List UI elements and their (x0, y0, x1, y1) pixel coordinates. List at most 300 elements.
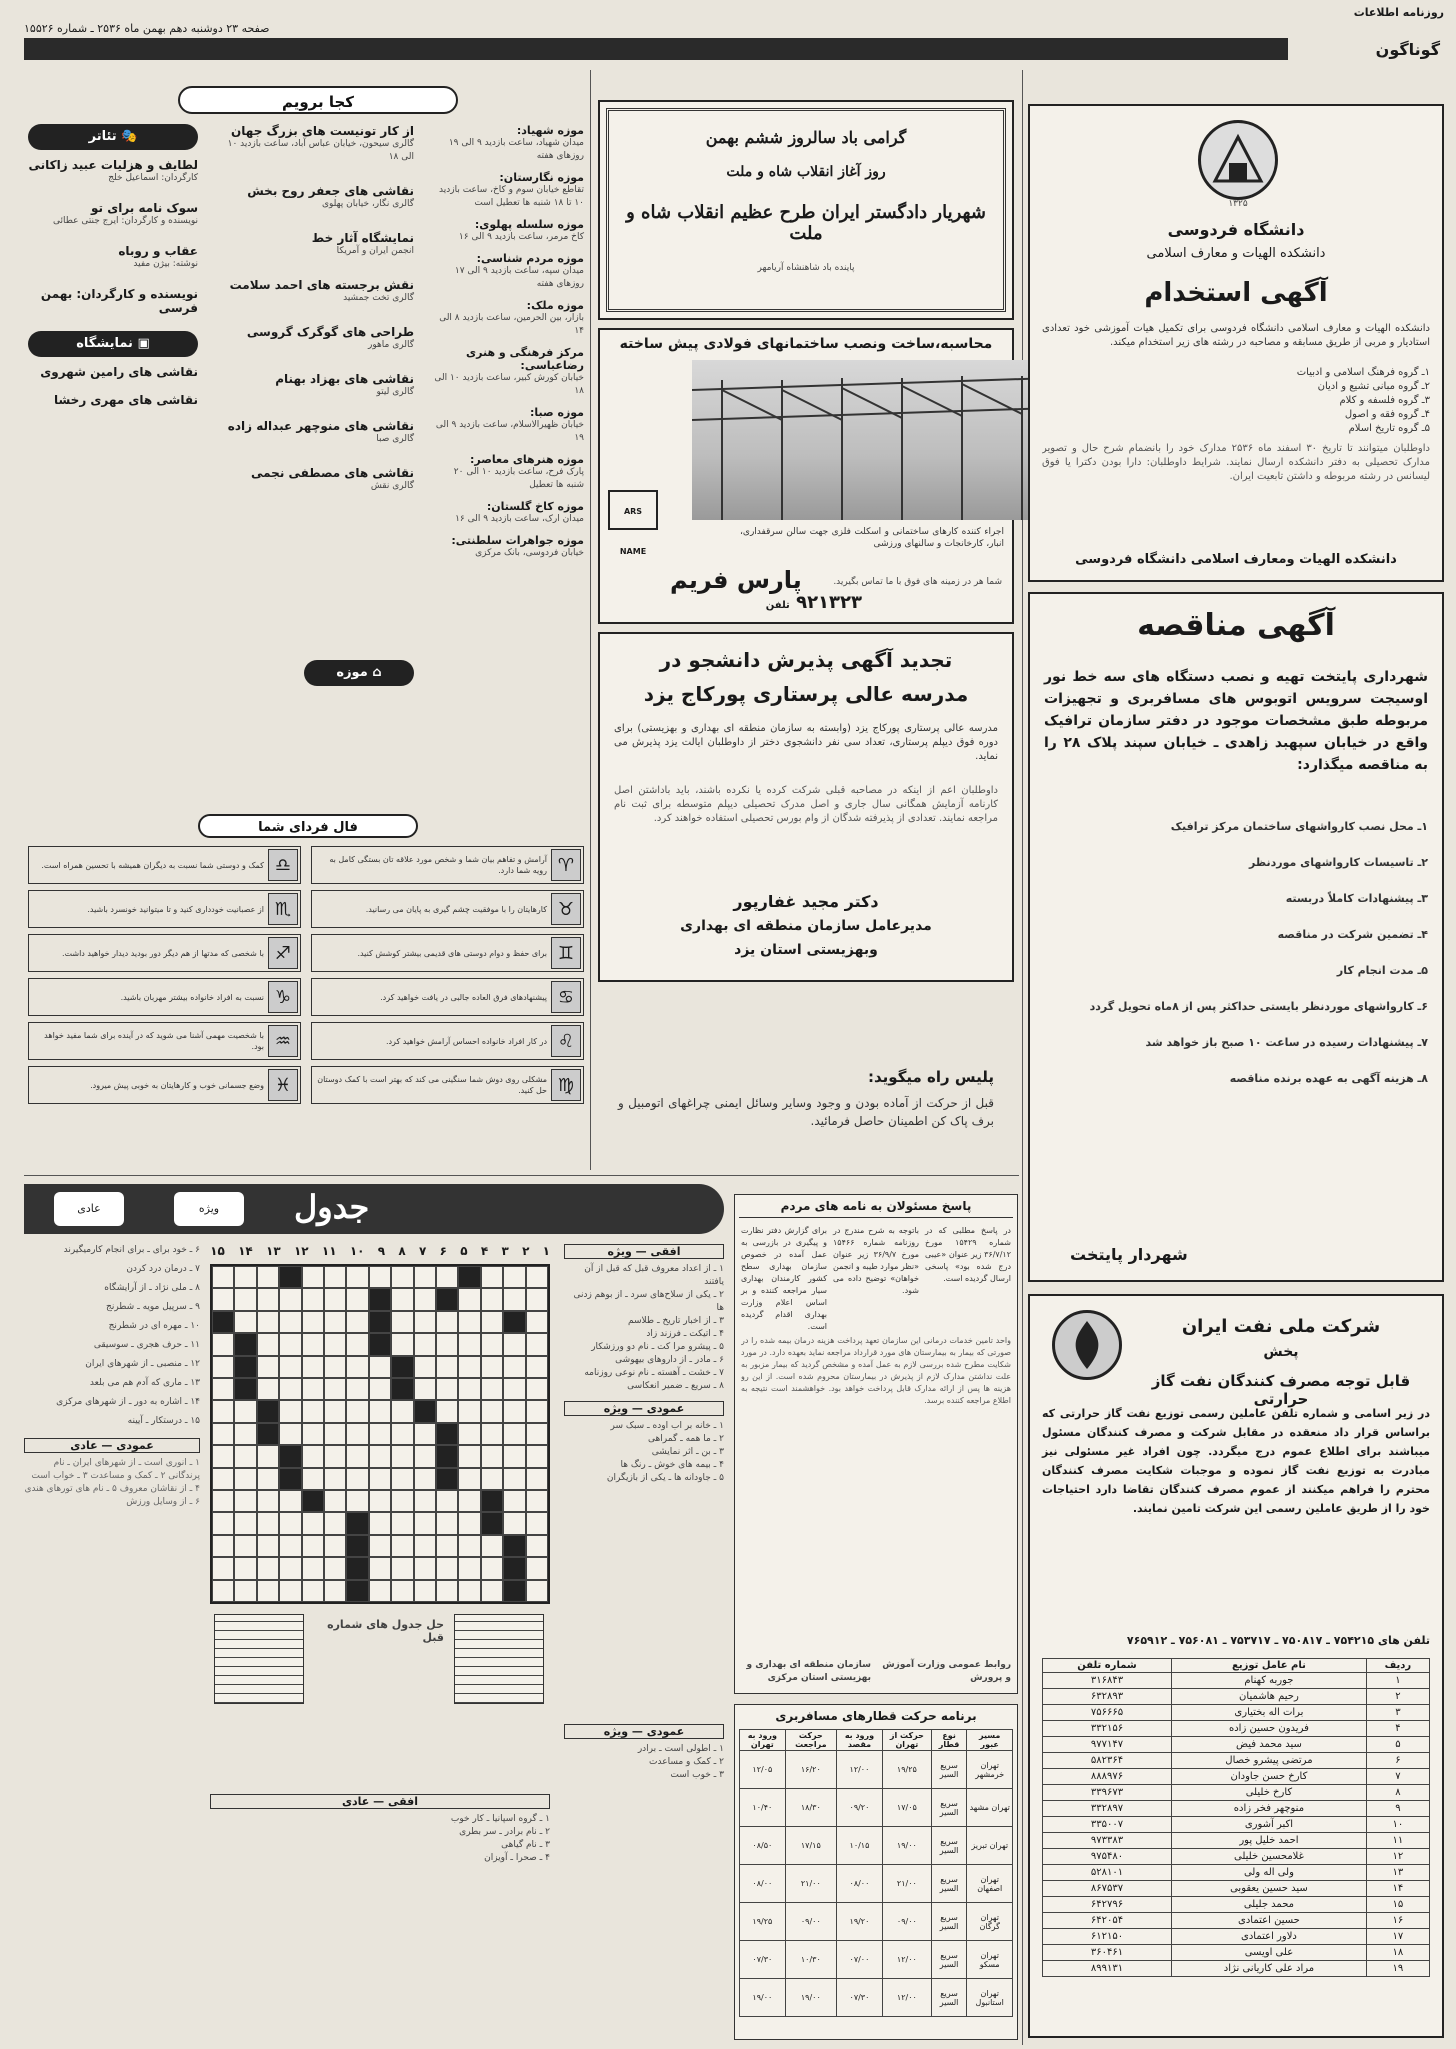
crossword-cell[interactable] (503, 1423, 525, 1445)
crossword-cell[interactable] (414, 1468, 436, 1490)
crossword-cell[interactable] (234, 1557, 256, 1579)
crossword-cell[interactable] (324, 1378, 346, 1400)
crossword-cell[interactable] (436, 1266, 458, 1288)
horoscope-item: ♊ برای حفظ و دوام دوستی های قدیمی بیشتر کوشش کنید. (311, 934, 584, 972)
capricorn-icon: ♑ (268, 981, 298, 1013)
university-item: ۱ـ گروه فرهنگ اسلامی و ادبیات (1296, 367, 1430, 378)
crossword-cell[interactable] (257, 1580, 279, 1602)
police-notice (598, 1060, 1014, 1160)
taurus-icon: ♉ (551, 893, 581, 925)
crossword-cell[interactable] (436, 1535, 458, 1557)
crossword-cell[interactable] (481, 1468, 503, 1490)
crossword-block (414, 1400, 436, 1422)
crossword-cell[interactable] (414, 1356, 436, 1378)
crossword-cell[interactable] (414, 1311, 436, 1333)
crossword-cell[interactable] (346, 1378, 368, 1400)
crossword-cell[interactable] (391, 1445, 413, 1467)
row-rule (24, 1175, 1019, 1176)
crossword-cell[interactable] (369, 1400, 391, 1422)
crossword-tag: ویژه (174, 1192, 244, 1226)
crossword-cell[interactable] (212, 1468, 234, 1490)
crossword-cell[interactable] (503, 1445, 525, 1467)
crossword-cell[interactable] (369, 1378, 391, 1400)
letter-sign: روابط عمومی وزارت آموزش و پرورش (882, 1660, 1011, 1683)
crossword-cell[interactable] (526, 1490, 548, 1512)
table-cell: سریع السیر (931, 1789, 967, 1827)
crossword-cell[interactable] (212, 1535, 234, 1557)
crossword-cell[interactable] (503, 1512, 525, 1534)
crossword-cell[interactable] (369, 1356, 391, 1378)
crossword-cell[interactable] (503, 1490, 525, 1512)
flame-icon (1055, 1313, 1119, 1377)
crossword-block (346, 1557, 368, 1579)
crossword-cell[interactable] (234, 1468, 256, 1490)
oil-phones: تلفن های ۷۵۴۲۱۵ ـ ۷۵۰۸۱۷ ـ ۷۵۳۷۱۷ ـ ۷۵۶۰۸۱ ـ ۷۶۵۹۱۲ (1126, 1634, 1430, 1647)
crossword-cell[interactable] (526, 1266, 548, 1288)
crossword-cell[interactable] (391, 1333, 413, 1355)
crossword-cell[interactable] (234, 1512, 256, 1534)
crossword-cell[interactable] (436, 1400, 458, 1422)
crossword-cell[interactable] (324, 1468, 346, 1490)
crossword-cell[interactable] (324, 1333, 346, 1355)
crossword-cell[interactable] (481, 1535, 503, 1557)
table-cell: تهران گرگان (967, 1903, 1013, 1941)
crossword-tag: عادی (54, 1192, 124, 1226)
table-cell: ۱۲/۰۵ (740, 1751, 786, 1789)
table-cell: علی اویسی (1172, 1945, 1367, 1961)
university-ad (1028, 104, 1444, 582)
table-cell: ۰۹/۰۰ (882, 1903, 931, 1941)
table-cell: کارخ خلیلی (1172, 1785, 1367, 1801)
crossword-cell[interactable] (391, 1266, 413, 1288)
crossword-cell[interactable] (436, 1378, 458, 1400)
table-row (1043, 1721, 1430, 1737)
clue: ۷ ـ درمان درد کردن (126, 1264, 200, 1274)
crossword-cell[interactable] (526, 1311, 548, 1333)
crossword-cell[interactable] (526, 1423, 548, 1445)
clue: ۱ ـ از اعداد معروف قبل که قبل از آن یافتند (584, 1264, 724, 1287)
clue: ۲ ـ کمک و مساعدت (649, 1757, 724, 1767)
crossword-cell[interactable] (257, 1512, 279, 1534)
crossword-cell[interactable] (414, 1557, 436, 1579)
crossword-cell[interactable] (212, 1266, 234, 1288)
crossword-cell[interactable] (369, 1580, 391, 1602)
crossword-cell[interactable] (279, 1356, 301, 1378)
crossword-cell[interactable] (234, 1580, 256, 1602)
table-cell: ۶ (1366, 1753, 1429, 1769)
nursing-title: تجدید آگهی پذیرش دانشجو در (659, 648, 953, 672)
crossword-cell[interactable] (503, 1378, 525, 1400)
crossword-cell[interactable] (481, 1333, 503, 1355)
crossword-cell[interactable] (257, 1445, 279, 1467)
crossword-cell[interactable] (481, 1378, 503, 1400)
crossword-cell[interactable] (526, 1400, 548, 1422)
table-cell: ۸۶۷۵۳۷ (1043, 1881, 1172, 1897)
crossword-cell[interactable] (346, 1356, 368, 1378)
table-row (740, 1789, 1013, 1827)
table-header: نام عامل توزیع (1172, 1659, 1367, 1673)
crossword-cell[interactable] (391, 1557, 413, 1579)
crossword-cell[interactable] (526, 1535, 548, 1557)
table-row (740, 1751, 1013, 1789)
crossword-cell[interactable] (458, 1468, 480, 1490)
clue: ۱۵ ـ درستکار ـ آیینه (127, 1416, 200, 1426)
horoscope-item: ♑ نسبت به افراد خانواده بیشتر مهربان باشید. (28, 978, 301, 1016)
crossword-cell[interactable] (369, 1557, 391, 1579)
horoscope-item: ♎ کمک و دوستی شما نسبت به دیگران همیشه با تحسین همراه است. (28, 846, 301, 884)
crossword-cell[interactable] (302, 1423, 324, 1445)
crossword-cell[interactable] (458, 1580, 480, 1602)
crossword-cell[interactable] (324, 1445, 346, 1467)
museum-item: موزه سلسله پهلوی: کاخ مرمر، ساعت بازدید ۹ الی ۱۶ (458, 218, 584, 242)
aries-icon: ♈ (551, 849, 581, 881)
crossword-cell[interactable] (414, 1288, 436, 1310)
crossword-cell[interactable] (302, 1580, 324, 1602)
crossword-cell[interactable] (302, 1535, 324, 1557)
table-cell: ۱۴ (1366, 1881, 1429, 1897)
crossword-cell[interactable] (279, 1400, 301, 1422)
theater-item: نقاشی های مهری رخشا (53, 393, 198, 407)
crossword-cell[interactable] (212, 1580, 234, 1602)
crossword-block (369, 1333, 391, 1355)
university-items (1042, 366, 1430, 436)
tender-title: آگهی مناقصه (1137, 608, 1335, 643)
crossword-cell[interactable] (302, 1468, 324, 1490)
university-emblem: ۱۳۲۵ (1198, 120, 1278, 200)
nursing-body: مدرسه عالی پرستاری پورکاج یزد (وابسته به سازمان منطقه ای بهداری و بهزیستی) برای دوره فوق دیپلم پرستاری، تعداد سی نفر دانشجوی دختر از داوطلبان ایالت یزد پذیرش می نماید. (614, 723, 998, 762)
steel-brand: پارس فریم (670, 566, 802, 594)
crossword-cell[interactable] (414, 1512, 436, 1534)
crossword-cell[interactable] (279, 1423, 301, 1445)
crossword-cell[interactable] (212, 1288, 234, 1310)
crossword-cell[interactable] (234, 1400, 256, 1422)
crossword-cell[interactable] (458, 1557, 480, 1579)
crossword-cell[interactable] (257, 1378, 279, 1400)
horoscope-item: ♓ وضع جسمانی خوب و کارهایتان به خوبی پیش میرود. (28, 1066, 301, 1104)
crossword-cell[interactable] (346, 1468, 368, 1490)
crossword-cell[interactable] (302, 1512, 324, 1534)
crossword-cell[interactable] (212, 1445, 234, 1467)
crossword-cell[interactable] (279, 1557, 301, 1579)
crossword-cell[interactable] (369, 1490, 391, 1512)
crossword-cell[interactable] (503, 1333, 525, 1355)
crossword-cell[interactable] (324, 1311, 346, 1333)
table-header: ردیف (1366, 1659, 1429, 1673)
crossword-cell[interactable] (481, 1266, 503, 1288)
table-cell: ۸۹۹۱۳۱ (1043, 1961, 1172, 1977)
train-title: برنامه حرکت قطارهای مسافربری (775, 1709, 977, 1723)
crossword-cell[interactable] (369, 1468, 391, 1490)
crossword-cell[interactable] (481, 1288, 503, 1310)
table-cell: ۱۱ (1366, 1833, 1429, 1849)
tender-item: ۷ـ پیشنهادات رسیده در ساعت ۱۰ صبح باز خواهد شد (1145, 1036, 1428, 1049)
crossword-cell[interactable] (481, 1400, 503, 1422)
crossword-cell[interactable] (436, 1333, 458, 1355)
crossword-cell[interactable] (324, 1266, 346, 1288)
solution-label: حل جدول های شماره قبل (327, 1618, 444, 1644)
table-cell: ۰۸/۵۰ (740, 1827, 786, 1865)
crossword-grid[interactable] (210, 1264, 550, 1604)
crossword-cell[interactable] (414, 1333, 436, 1355)
crossword-cell[interactable] (212, 1423, 234, 1445)
crossword-cell[interactable] (234, 1423, 256, 1445)
police-body: قبل از حرکت از آماده بودن و وجود وسایر وسائل ایمنی چراغهای اتومبیل و برف پاک کن اطمینان حاصل فرمائید. (618, 1096, 994, 1128)
table-cell: ۲ (1366, 1689, 1429, 1705)
crossword-cell[interactable] (503, 1400, 525, 1422)
crossword-cell[interactable] (279, 1288, 301, 1310)
clue: ۱۳ ـ ماری که آدم هم می بلعد (89, 1378, 200, 1388)
tender-item: ۵ـ مدت انجام کار (1336, 964, 1428, 977)
table-cell: ۱۹/۲۵ (740, 1903, 786, 1941)
table-cell: ۱۷ (1366, 1929, 1429, 1945)
crossword-cell[interactable] (257, 1356, 279, 1378)
clue: ۹ ـ سرپیل مویه ـ شطرنج (106, 1302, 200, 1312)
crossword-cell[interactable] (481, 1445, 503, 1467)
crossword-cell[interactable] (526, 1356, 548, 1378)
cancer-icon: ♋ (551, 981, 581, 1013)
crossword-cell[interactable] (414, 1445, 436, 1467)
crossword-cell[interactable] (526, 1580, 548, 1602)
crossword-cell[interactable] (414, 1490, 436, 1512)
crossword-cell[interactable] (436, 1580, 458, 1602)
crossword-cell[interactable] (369, 1512, 391, 1534)
table-cell: ۶۱۲۱۵۰ (1043, 1929, 1172, 1945)
crossword-cell[interactable] (279, 1333, 301, 1355)
crossword-cell[interactable] (369, 1535, 391, 1557)
letter-sign: سازمان منطقه ای بهداری و بهزیستی استان مرکزی (746, 1660, 871, 1683)
crossword-cell[interactable] (302, 1311, 324, 1333)
crossword-cell[interactable] (324, 1288, 346, 1310)
table-cell: تهران مشهد (967, 1789, 1013, 1827)
crossword-cell[interactable] (302, 1400, 324, 1422)
crossword-cell[interactable] (369, 1445, 391, 1467)
crossword-cell[interactable] (503, 1266, 525, 1288)
steel-ad (598, 328, 1014, 624)
crossword-cell[interactable] (458, 1288, 480, 1310)
table-cell: سریع السیر (931, 1751, 967, 1789)
crossword-cell[interactable] (346, 1311, 368, 1333)
crossword-cell[interactable] (324, 1557, 346, 1579)
crossword-cell[interactable] (503, 1288, 525, 1310)
crossword-cell[interactable] (234, 1445, 256, 1467)
crossword-cell[interactable] (458, 1356, 480, 1378)
museum-item: موزه نگارستان: تقاطع خیابان سوم و کاخ، ساعت بازدید ۱۰ تا ۱۸ شنبه ها تعطیل است (439, 171, 584, 208)
crossword-cell[interactable] (391, 1400, 413, 1422)
crossword-cell[interactable] (212, 1512, 234, 1534)
crossword-cell[interactable] (324, 1512, 346, 1534)
crossword-cell[interactable] (234, 1535, 256, 1557)
table-cell: ۳ (1366, 1705, 1429, 1721)
table-row (740, 1941, 1013, 1979)
column-rule (590, 70, 591, 1170)
crossword-cell[interactable] (212, 1400, 234, 1422)
table-cell: حسین اعتمادی (1172, 1913, 1367, 1929)
event-item: نقاشی های بهزاد بهنام گالری لیتو (275, 372, 414, 397)
crossword-cell[interactable] (526, 1557, 548, 1579)
aquarius-icon: ♒ (268, 1025, 298, 1057)
crossword-cell[interactable] (212, 1378, 234, 1400)
crossword-cell[interactable] (234, 1266, 256, 1288)
crossword-cell[interactable] (391, 1423, 413, 1445)
crossword-cell[interactable] (391, 1580, 413, 1602)
horoscope-grid (28, 846, 584, 1104)
crossword-cell[interactable] (257, 1311, 279, 1333)
across-clues: افقی — ویژه ۱ ـ از اعداد معروف قبل که قبل از آن یافتند ۲ ـ یکی از سلاح‌های سرد ـ از بوهم زدنی ها ۳ ـ از اخبار تاریخ ـ طلاسم ۴ ـ اتیکت ـ فرزند زاد ۵ ـ پیشرو مرا کت ـ نام دو ورزشکار ۶ ـ مادر ـ از داروهای بیهوشی ۷ ـ خشت ـ آهسته ـ نام نوعی روزنامه ۸ ـ سریع ـ ضمیر انعکاسی عمودی — ویژه ۱ ـ خانه بر اب اوده ـ سبک سر ۲ ـ ما همه ـ گمراهی ۳ ـ بن ـ اثر نمایشی ۴ ـ بیمه های خوش ـ رنگ ها ۵ ـ جاودانه ها ـ یکی از بازیگران (564, 1244, 724, 1485)
crossword-cell[interactable] (414, 1535, 436, 1557)
crossword-cell[interactable] (302, 1333, 324, 1355)
letter-body-extra: واحد تامین خدمات درمانی این سازمان تعهد پرداخت هزینه درمان بیمه شده را در صورتی که بیمار به بیمارستان های مورد قرارداد مراجعه نماید بعهده دارد. در مورد شکایت مطرح شده بررسی لازم به عمل آمده و مشخص گردید که بیمار مزبور به علت نداشتن مدارک لازم از پذیرش در بیمارستان محروم شده است. از این رو هزینه ها پس از ارائه مدارک قابل پرداخت خواهد بود. خواهشمند است نتیجه به اطلاع مراجعه کننده برسد. (741, 1336, 1011, 1405)
crossword-cell[interactable] (414, 1580, 436, 1602)
crossword-cell[interactable] (503, 1356, 525, 1378)
oil-body: در زیر اسامی و شماره تلفن عاملین رسمی توزیع نفت گاز حرارتی که براساس قرار داد منعقده در مقابل شرکت و مصرف کنندگان مسئول میباشند برای اطلاع عموم درج میگردد. چون افراد غیر مسئولی نیز مبادرت به توزیع نفت گاز نموده و موجبات شکایت مصرف کنندگان محترم را فراهم میکنند از عموم مصرف کنندگان تقاضا دارد احتیاجات خود را از طریق عاملین رسمی این شرکت تامین نمایند. (1042, 1407, 1430, 1515)
table-cell: جوربه کهنام (1172, 1673, 1367, 1689)
crossword-cell[interactable] (324, 1356, 346, 1378)
event-item: نقاشی های منوچهر عبداله زاده گالری صبا (227, 419, 414, 444)
crossword-cell[interactable] (436, 1311, 458, 1333)
crossword-cell[interactable] (302, 1356, 324, 1378)
crossword-block (436, 1445, 458, 1467)
crossword-cell[interactable] (234, 1490, 256, 1512)
crossword-cell[interactable] (324, 1423, 346, 1445)
table-cell: سریع السیر (931, 1979, 967, 2017)
clue: ۳ ـ بن ـ اثر نمایشی (651, 1447, 724, 1457)
crossword-cell[interactable] (369, 1423, 391, 1445)
horoscope-item: ♍ مشکلی روی دوش شما سنگینی می کند که بهتر است با کمک دوستان حل کنید. (311, 1066, 584, 1104)
table-cell: ۰۸/۰۰ (836, 1865, 882, 1903)
crossword-cell[interactable] (458, 1378, 480, 1400)
crossword-cell[interactable] (526, 1468, 548, 1490)
crossword-cell[interactable] (257, 1535, 279, 1557)
crossword-cell[interactable] (481, 1423, 503, 1445)
crossword-cell[interactable] (526, 1445, 548, 1467)
event-item: نقاشی های جعفر روح بخش گالری نگار، خیابان پهلوی (247, 184, 414, 209)
crossword-cell[interactable] (257, 1557, 279, 1579)
table-cell: برات اله بختیاری (1172, 1705, 1367, 1721)
crossword-cell[interactable] (212, 1356, 234, 1378)
crossword-cell[interactable] (257, 1266, 279, 1288)
crossword-cell[interactable] (257, 1288, 279, 1310)
crossword-cell[interactable] (346, 1445, 368, 1467)
crossword-cell[interactable] (302, 1557, 324, 1579)
crossword-cell[interactable] (391, 1311, 413, 1333)
crossword-cell[interactable] (346, 1288, 368, 1310)
crossword-cell[interactable] (391, 1535, 413, 1557)
crossword-cell[interactable] (346, 1400, 368, 1422)
crossword-cell[interactable] (391, 1468, 413, 1490)
crossword-cell[interactable] (279, 1535, 301, 1557)
crossword-cell[interactable] (526, 1378, 548, 1400)
university-emblem-icon (1201, 123, 1275, 197)
crossword-cell[interactable] (212, 1557, 234, 1579)
table-cell: ۱ (1366, 1673, 1429, 1689)
crossword-cell[interactable] (458, 1400, 480, 1422)
crossword-cell[interactable] (414, 1378, 436, 1400)
crossword-cell[interactable] (503, 1468, 525, 1490)
crossword-cell[interactable] (458, 1512, 480, 1534)
crossword-cell[interactable] (458, 1423, 480, 1445)
nursing-subtitle: مدرسه عالی پرستاری پورکاج یزد (643, 682, 969, 706)
crossword-cell[interactable] (391, 1490, 413, 1512)
horoscope-item: ♌ در کار افراد خانواده احساس آرامش خواهید کرد. (311, 1022, 584, 1060)
nursing-signer-title: وبهزیستی استان یزد (734, 942, 878, 958)
crossword-cell[interactable] (324, 1490, 346, 1512)
table-cell: ۱۹ (1366, 1961, 1429, 1977)
crossword-cell[interactable] (279, 1512, 301, 1534)
table-cell: سریع السیر (931, 1865, 967, 1903)
crossword-cell[interactable] (302, 1266, 324, 1288)
crossword-cell[interactable] (526, 1333, 548, 1355)
crossword-cell[interactable] (458, 1445, 480, 1467)
crossword-cell[interactable] (346, 1333, 368, 1355)
crossword-cell[interactable] (257, 1490, 279, 1512)
table-cell: ۵۸۲۳۶۴ (1043, 1753, 1172, 1769)
crossword-cell[interactable] (257, 1468, 279, 1490)
table-cell: ۳۳۵۰۰۷ (1043, 1817, 1172, 1833)
crossword-cell[interactable] (526, 1512, 548, 1534)
crossword-cell[interactable] (526, 1288, 548, 1310)
crossword-cell[interactable] (279, 1311, 301, 1333)
table-cell: ۱۸ (1366, 1945, 1429, 1961)
crossword-cell[interactable] (346, 1266, 368, 1288)
crossword-cell[interactable] (346, 1490, 368, 1512)
crossword-cell[interactable] (436, 1557, 458, 1579)
crossword-cell[interactable] (369, 1266, 391, 1288)
crossword-cell[interactable] (458, 1535, 480, 1557)
crossword-cell[interactable] (391, 1288, 413, 1310)
crossword-cell[interactable] (458, 1311, 480, 1333)
clue: ۵ ـ جاودانه ها ـ یکی از بازیگران (606, 1473, 724, 1483)
crossword-cell[interactable] (481, 1356, 503, 1378)
crossword-cell[interactable] (279, 1378, 301, 1400)
crossword-cell[interactable] (391, 1512, 413, 1534)
crossword-block (346, 1580, 368, 1602)
crossword-cell[interactable] (458, 1490, 480, 1512)
crossword-cell[interactable] (212, 1490, 234, 1512)
crossword-cell[interactable] (458, 1333, 480, 1355)
crossword-cell[interactable] (302, 1378, 324, 1400)
table-cell: ۹۷۵۴۸۰ (1043, 1849, 1172, 1865)
crossword-cell[interactable] (414, 1423, 436, 1445)
crossword-cell[interactable] (324, 1400, 346, 1422)
table-cell: ۱۸/۳۰ (785, 1789, 836, 1827)
crossword-cell[interactable] (414, 1266, 436, 1288)
crossword-cell[interactable] (234, 1311, 256, 1333)
crossword-cell[interactable] (436, 1356, 458, 1378)
crossword-cell[interactable] (212, 1333, 234, 1355)
crossword-cell[interactable] (302, 1445, 324, 1467)
table-row (1043, 1913, 1430, 1929)
crossword-cell[interactable] (481, 1311, 503, 1333)
crossword-cell[interactable] (302, 1288, 324, 1310)
crossword-cell[interactable] (324, 1580, 346, 1602)
table-header: حرکت مراجعت (785, 1730, 836, 1751)
crossword-cell[interactable] (481, 1557, 503, 1579)
crossword-cell[interactable] (481, 1580, 503, 1602)
crossword-cell[interactable] (279, 1490, 301, 1512)
table-cell: ۱۰ (1366, 1817, 1429, 1833)
table-cell: تهران مسکو (967, 1941, 1013, 1979)
crossword-cell[interactable] (436, 1512, 458, 1534)
crossword-cell[interactable] (257, 1333, 279, 1355)
crossword-cell[interactable] (436, 1490, 458, 1512)
crossword-cell[interactable] (279, 1580, 301, 1602)
crossword-cell[interactable] (346, 1423, 368, 1445)
crossword-cell[interactable] (234, 1288, 256, 1310)
exhibit-list (224, 124, 414, 513)
steel-frame-illustration (692, 360, 1052, 520)
museum-item: موزه جواهرات سلطنتی: خیابان فردوسی، بانک مرکزی (451, 534, 584, 558)
crossword-cell[interactable] (324, 1535, 346, 1557)
